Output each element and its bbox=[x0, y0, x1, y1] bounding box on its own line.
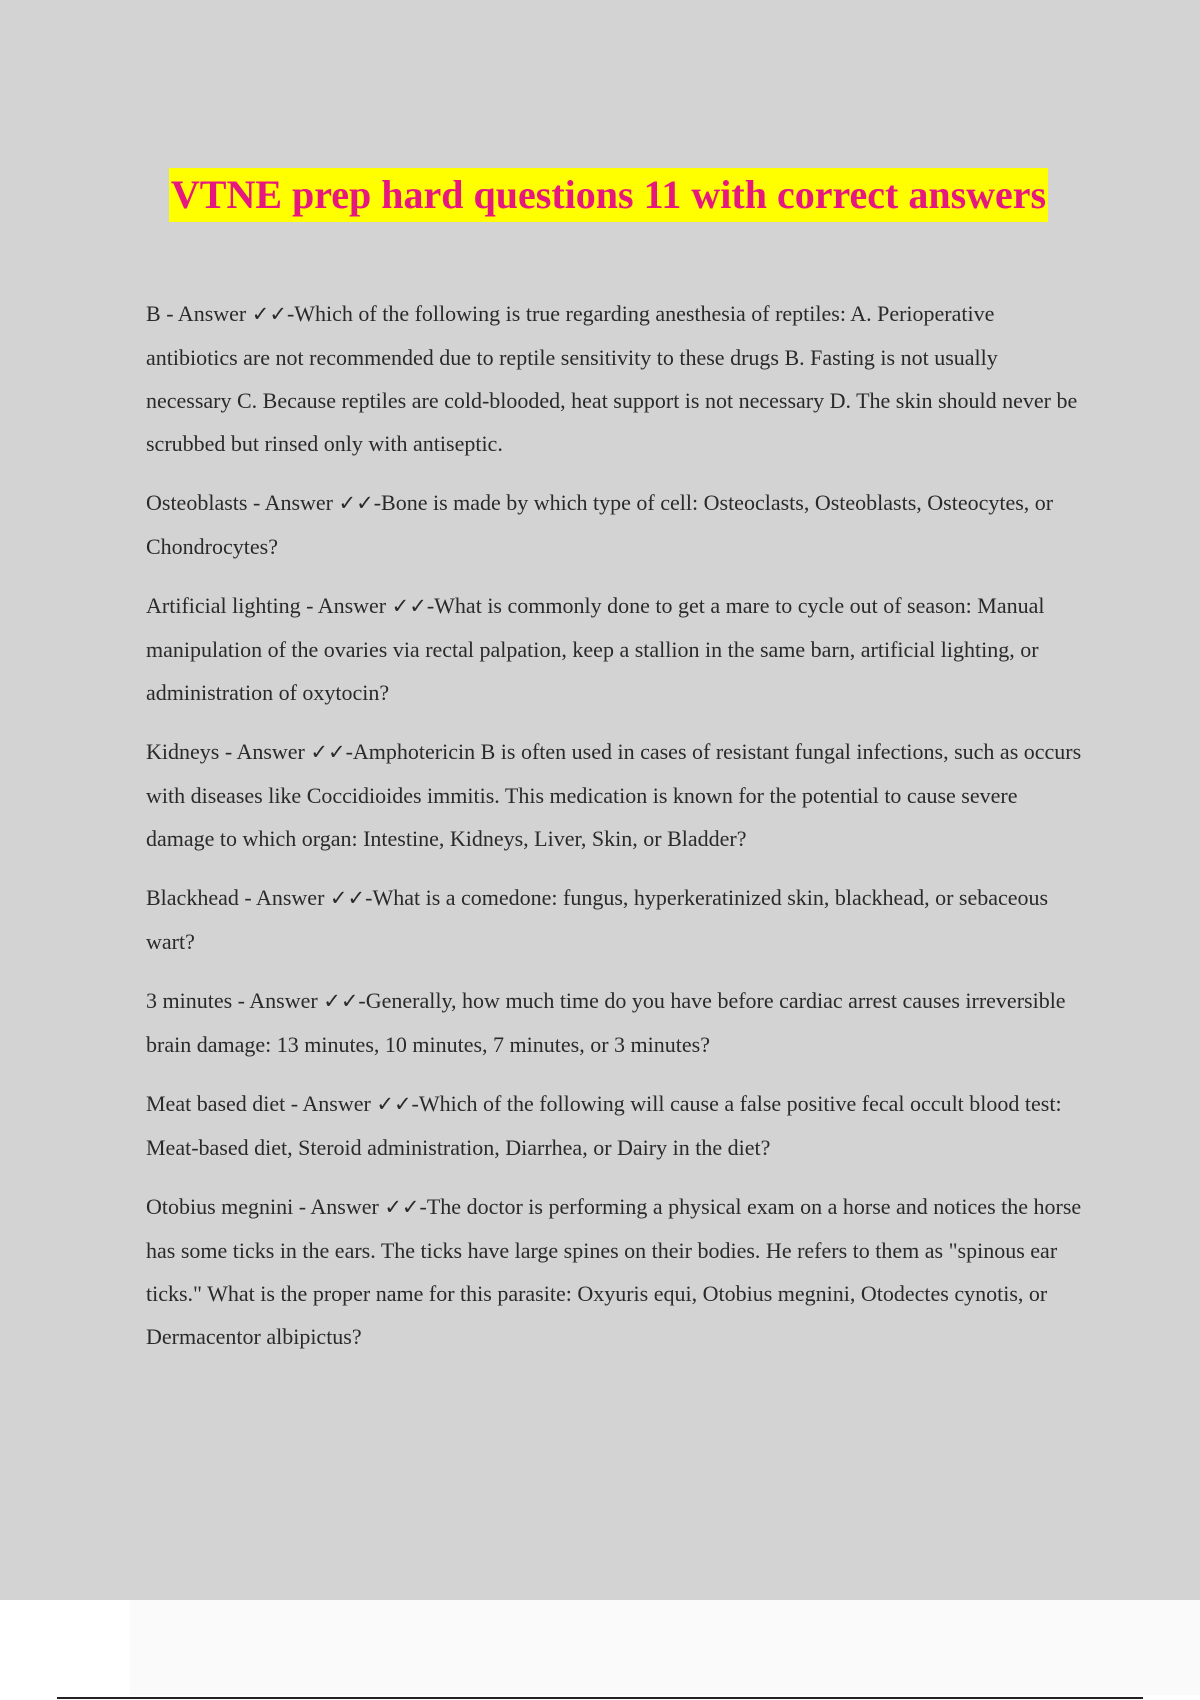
qa-item: Meat based diet - Answer ✓✓-Which of the following will cause a false positive fecal occult blood test: Meat-based diet, Steroid administration, Diarrhea, or Dairy in the diet? bbox=[146, 1091, 1062, 1160]
qa-item: Blackhead - Answer ✓✓-What is a comedone: fungus, hyperkeratinized skin, blackhead, or sebaceous wart? bbox=[146, 885, 1049, 954]
double-check-icon: ✓✓ bbox=[323, 989, 359, 1013]
document-title: VTNE prep hard questions 11 with correct answers bbox=[169, 168, 1048, 222]
qa-item: Otobius megnini - Answer ✓✓-The doctor is performing a physical exam on a horse and notices the horse has some ticks in the ears. The ticks have large spines on their bodies. He refers to them as "spinous ear ticks." What is the proper name for this parasite: Oxyuris equi, Otobius megnini, Otodectes cynotis, or Dermacentor albipictus? bbox=[146, 1194, 1082, 1349]
qa-item: Kidneys - Answer ✓✓-Amphotericin B is often used in cases of resistant fungal infections, such as occurs with diseases like Coccidioides immitis. This medication is known for the potential to cause severe damage to which organ: Intestine, Kidneys, Liver, Skin, or Bladder? bbox=[146, 739, 1082, 851]
double-check-icon: ✓✓ bbox=[251, 302, 287, 326]
question-text: Bone is made by which type of cell: Osteoclasts, Osteoblasts, Osteocytes, or Chondrocytes? bbox=[146, 490, 1054, 559]
answer-text: Meat based diet bbox=[146, 1091, 286, 1116]
footer-divider bbox=[57, 1697, 1143, 1699]
question-text: What is commonly done to get a mare to cycle out of season: Manual manipulation of the ovaries via rectal palpation, keep a stallion in the same barn, artificial lighting, or administration of oxytocin? bbox=[146, 593, 1045, 705]
double-check-icon: ✓✓ bbox=[391, 594, 427, 618]
answer-text: 3 minutes bbox=[146, 988, 233, 1013]
qa-item: 3 minutes - Answer ✓✓-Generally, how much time do you have before cardiac arrest causes irreversible brain damage: 13 minutes, 10 minutes, 7 minutes, or 3 minutes? bbox=[146, 988, 1066, 1057]
title-container bbox=[0, 168, 1200, 222]
question-text: Amphotericin B is often used in cases of resistant fungal infections, such as occurs with diseases like Coccidioides immitis. This medication is known for the potential to cause severe damage to which organ: Intestine, Kidneys, Liver, Skin, or Bladder? bbox=[146, 739, 1082, 851]
double-check-icon: ✓✓ bbox=[310, 740, 346, 764]
qa-item: Osteoblasts - Answer ✓✓-Bone is made by which type of cell: Osteoclasts, Osteoblasts, Osteocytes, or Chondrocytes? bbox=[146, 490, 1054, 559]
question-text: Which of the following is true regarding anesthesia of reptiles: A. Perioperative antibiotics are not recommended due to reptile sensitivity to these drugs B. Fasting is not usually necessary C. Because reptiles are cold-blooded, heat support is not necessary D. The skin should never be scrubbed but rinsed only with antiseptic. bbox=[146, 301, 1078, 456]
question-text: The doctor is performing a physical exam on a horse and notices the horse has some ticks in the ears. The ticks have large spines on their bodies. He refers to them as "spinous ear ticks." What is the proper name for this parasite: Oxyuris equi, Otobius megnini, Otodectes cynotis, or Dermacentor albipictus? bbox=[146, 1194, 1082, 1349]
qa-list bbox=[146, 292, 1084, 1374]
question-text: Which of the following will cause a false positive fecal occult blood test: Meat-based diet, Steroid administration, Diarrhea, or Dairy in the diet? bbox=[146, 1091, 1062, 1160]
answer-text: B bbox=[146, 301, 161, 326]
double-check-icon: ✓✓ bbox=[338, 491, 374, 515]
double-check-icon: ✓✓ bbox=[384, 1195, 420, 1219]
qa-item: B - Answer ✓✓-Which of the following is true regarding anesthesia of reptiles: A. Perioperative antibiotics are not recommended due to reptile sensitivity to these drugs B. Fasting is not usually necessary C. Because reptiles are cold-blooded, heat support is not necessary D. The skin should never be scrubbed but rinsed only with antiseptic. bbox=[146, 301, 1078, 456]
double-check-icon: ✓✓ bbox=[376, 1092, 412, 1116]
answer-text: Osteoblasts bbox=[146, 490, 248, 515]
question-text: What is a comedone: fungus, hyperkeratinized skin, blackhead, or sebaceous wart? bbox=[146, 885, 1049, 954]
question-text: Generally, how much time do you have before cardiac arrest causes irreversible brain damage: 13 minutes, 10 minutes, 7 minutes, or 3 minutes? bbox=[146, 988, 1066, 1057]
answer-text: Blackhead bbox=[146, 885, 239, 910]
answer-text: Kidneys bbox=[146, 739, 220, 764]
footer-shade bbox=[130, 1600, 1200, 1695]
double-check-icon: ✓✓ bbox=[329, 886, 366, 910]
answer-text: Otobius megnini bbox=[146, 1194, 294, 1219]
answer-text: Artificial lighting bbox=[146, 593, 301, 618]
qa-item: Artificial lighting - Answer ✓✓-What is commonly done to get a mare to cycle out of season: Manual manipulation of the ovaries via rectal palpation, keep a stallion in the same barn, artificial lighting, or administration of oxytocin? bbox=[146, 593, 1045, 705]
